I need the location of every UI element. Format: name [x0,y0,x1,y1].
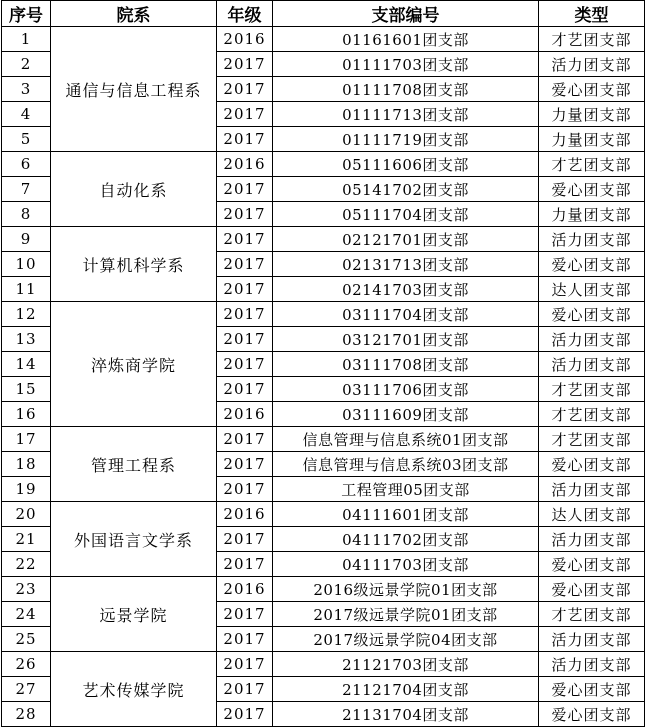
grade-cell: 2016 [217,502,273,527]
serial-number-cell: 3 [2,77,51,102]
table-row [2,302,645,327]
type-cell: 爱心团支部 [539,177,645,202]
grade-cell: 2017 [217,377,273,402]
branch-id-cell: 21121703团支部 [273,652,539,677]
grade-cell: 2016 [217,152,273,177]
department-cell: 计算机科学系 [51,227,217,302]
serial-number-cell: 19 [2,477,51,502]
department-cell: 远景学院 [51,577,217,652]
branch-id-cell: 信息管理与信息系统01团支部 [273,427,539,452]
header-serial-number: 序号 [2,1,51,27]
type-cell: 活力团支部 [539,352,645,377]
branch-id-cell: 02141703团支部 [273,277,539,302]
type-cell: 活力团支部 [539,527,645,552]
department-cell: 管理工程系 [51,427,217,502]
department-cell: 艺术传媒学院 [51,652,217,727]
grade-cell: 2017 [217,627,273,652]
branch-id-cell: 04111703团支部 [273,552,539,577]
branch-id-cell: 04111702团支部 [273,527,539,552]
type-cell: 爱心团支部 [539,452,645,477]
type-cell: 爱心团支部 [539,552,645,577]
branch-id-cell: 02121701团支部 [273,227,539,252]
type-cell: 活力团支部 [539,652,645,677]
grade-cell: 2017 [217,252,273,277]
grade-cell: 2017 [217,77,273,102]
branch-id-cell: 01111719团支部 [273,127,539,152]
grade-cell: 2017 [217,327,273,352]
header-branch-id: 支部编号 [273,1,539,27]
branch-id-cell: 02131713团支部 [273,252,539,277]
branch-id-cell: 03121701团支部 [273,327,539,352]
type-cell: 力量团支部 [539,127,645,152]
grade-cell: 2017 [217,702,273,727]
serial-number-cell: 8 [2,202,51,227]
type-cell: 活力团支部 [539,227,645,252]
type-cell: 活力团支部 [539,477,645,502]
serial-number-cell: 26 [2,652,51,677]
branch-id-cell: 03111609团支部 [273,402,539,427]
grade-cell: 2017 [217,302,273,327]
table-row [2,152,645,177]
grade-cell: 2017 [217,477,273,502]
branch-id-cell: 2017级远景学院04团支部 [273,627,539,652]
grade-cell: 2017 [217,102,273,127]
type-cell: 才艺团支部 [539,402,645,427]
serial-number-cell: 10 [2,252,51,277]
department-cell: 外国语言文学系 [51,502,217,577]
type-cell: 达人团支部 [539,502,645,527]
grade-cell: 2017 [217,652,273,677]
serial-number-cell: 4 [2,102,51,127]
table-header-row [2,1,645,27]
branch-id-cell: 04111601团支部 [273,502,539,527]
type-cell: 爱心团支部 [539,302,645,327]
serial-number-cell: 17 [2,427,51,452]
serial-number-cell: 15 [2,377,51,402]
type-cell: 才艺团支部 [539,377,645,402]
serial-number-cell: 13 [2,327,51,352]
grade-cell: 2016 [217,577,273,602]
serial-number-cell: 23 [2,577,51,602]
grade-cell: 2017 [217,277,273,302]
type-cell: 才艺团支部 [539,27,645,52]
serial-number-cell: 20 [2,502,51,527]
serial-number-cell: 16 [2,402,51,427]
serial-number-cell: 9 [2,227,51,252]
type-cell: 爱心团支部 [539,702,645,727]
branch-id-cell: 01111703团支部 [273,52,539,77]
grade-cell: 2017 [217,52,273,77]
department-cell: 自动化系 [51,152,217,227]
serial-number-cell: 24 [2,602,51,627]
serial-number-cell: 6 [2,152,51,177]
table-row [2,427,645,452]
table-row [2,502,645,527]
type-cell: 爱心团支部 [539,677,645,702]
serial-number-cell: 14 [2,352,51,377]
grade-cell: 2017 [217,552,273,577]
type-cell: 力量团支部 [539,202,645,227]
branch-id-cell: 2017级远景学院01团支部 [273,602,539,627]
table-row [2,652,645,677]
branch-id-cell: 03111704团支部 [273,302,539,327]
table-row [2,577,645,602]
type-cell: 爱心团支部 [539,77,645,102]
department-cell: 淬炼商学院 [51,302,217,427]
serial-number-cell: 5 [2,127,51,152]
type-cell: 活力团支部 [539,52,645,77]
branch-id-cell: 05111606团支部 [273,152,539,177]
grade-cell: 2017 [217,177,273,202]
type-cell: 才艺团支部 [539,152,645,177]
branch-id-cell: 01111713团支部 [273,102,539,127]
serial-number-cell: 18 [2,452,51,477]
table-row [2,227,645,252]
table-row [2,27,645,52]
grade-cell: 2017 [217,677,273,702]
serial-number-cell: 1 [2,27,51,52]
table-body [2,27,645,727]
branch-table [1,0,645,727]
department-cell: 通信与信息工程系 [51,27,217,152]
type-cell: 达人团支部 [539,277,645,302]
type-cell: 活力团支部 [539,327,645,352]
branch-id-cell: 01111708团支部 [273,77,539,102]
serial-number-cell: 21 [2,527,51,552]
branch-id-cell: 2016级远景学院01团支部 [273,577,539,602]
type-cell: 活力团支部 [539,627,645,652]
grade-cell: 2016 [217,402,273,427]
header-grade: 年级 [217,1,273,27]
branch-id-cell: 05111704团支部 [273,202,539,227]
serial-number-cell: 25 [2,627,51,652]
serial-number-cell: 2 [2,52,51,77]
serial-number-cell: 27 [2,677,51,702]
type-cell: 力量团支部 [539,102,645,127]
grade-cell: 2017 [217,452,273,477]
grade-cell: 2017 [217,227,273,252]
branch-id-cell: 工程管理05团支部 [273,477,539,502]
serial-number-cell: 28 [2,702,51,727]
branch-id-cell: 21131704团支部 [273,702,539,727]
branch-id-cell: 01161601团支部 [273,27,539,52]
branch-id-cell: 信息管理与信息系统03团支部 [273,452,539,477]
grade-cell: 2016 [217,27,273,52]
type-cell: 才艺团支部 [539,427,645,452]
grade-cell: 2017 [217,127,273,152]
branch-id-cell: 21121704团支部 [273,677,539,702]
serial-number-cell: 22 [2,552,51,577]
serial-number-cell: 12 [2,302,51,327]
header-department: 院系 [51,1,217,27]
grade-cell: 2017 [217,202,273,227]
type-cell: 爱心团支部 [539,577,645,602]
grade-cell: 2017 [217,352,273,377]
type-cell: 才艺团支部 [539,602,645,627]
grade-cell: 2017 [217,427,273,452]
grade-cell: 2017 [217,602,273,627]
grade-cell: 2017 [217,527,273,552]
serial-number-cell: 11 [2,277,51,302]
branch-id-cell: 05141702团支部 [273,177,539,202]
branch-id-cell: 03111708团支部 [273,352,539,377]
serial-number-cell: 7 [2,177,51,202]
header-type: 类型 [539,1,645,27]
type-cell: 爱心团支部 [539,252,645,277]
branch-id-cell: 03111706团支部 [273,377,539,402]
